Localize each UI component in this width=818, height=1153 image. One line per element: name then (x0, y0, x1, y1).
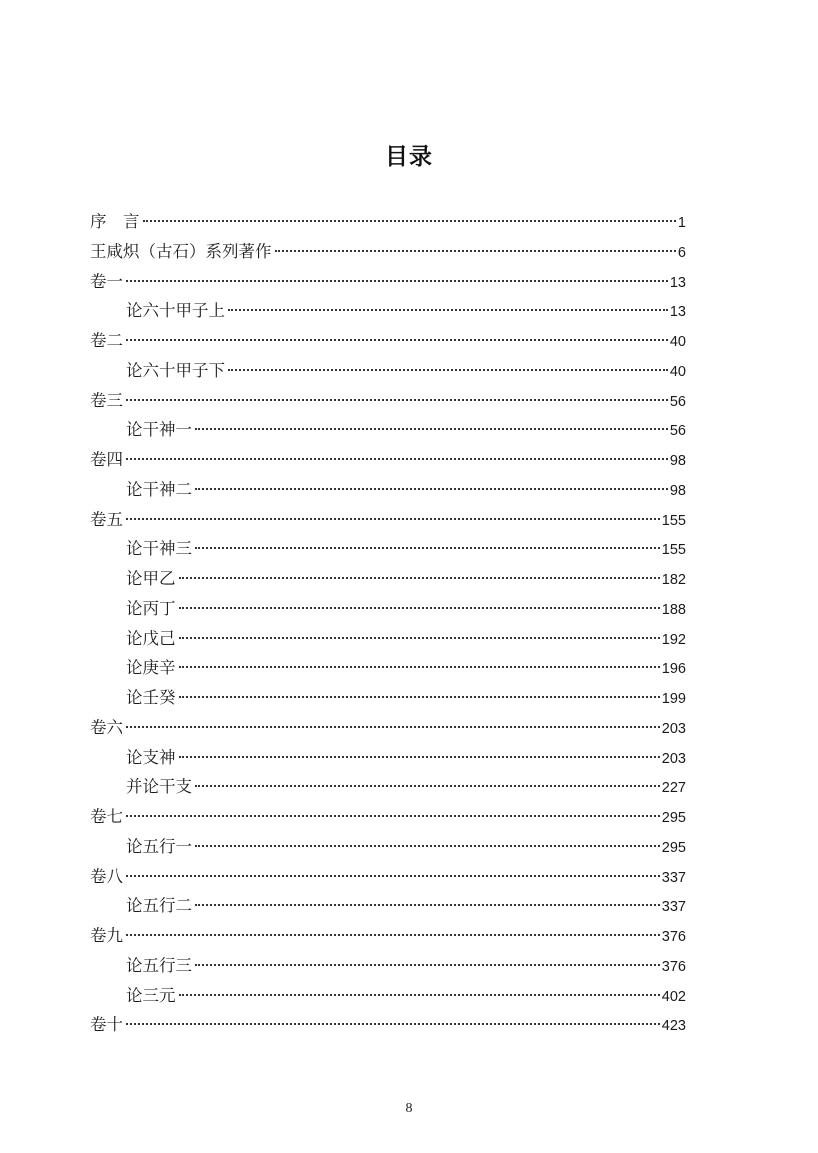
toc-section-entry (90, 356, 686, 386)
toc-entry-label: 卷六 (90, 717, 123, 737)
toc-entry-label: 论六十甲子下 (126, 360, 225, 380)
toc-chapter-entry (90, 1010, 686, 1040)
toc-dot-leader (228, 309, 668, 311)
toc-dot-leader (275, 250, 676, 252)
toc-entry-page: 295 (661, 839, 686, 856)
toc-dot-leader (126, 934, 660, 936)
toc-entry-label: 卷一 (90, 271, 123, 291)
toc-section-entry (90, 743, 686, 773)
toc-dot-leader (195, 964, 660, 966)
toc-dot-leader (195, 488, 668, 490)
toc-entry-page: 295 (661, 810, 686, 826)
toc-entry-label: 论戊己 (126, 628, 176, 648)
toc-entry-page: 402 (661, 988, 686, 1005)
toc-entry-label: 论干神二 (126, 479, 192, 499)
toc-entry-page: 227 (661, 780, 686, 797)
toc-section-entry (90, 772, 686, 802)
toc-section-entry (90, 594, 686, 624)
toc-entry-label: 论甲乙 (126, 569, 176, 588)
toc-chapter-entry (90, 802, 686, 832)
toc-entry-label: 论三元 (126, 985, 176, 1005)
toc-section-entry (90, 534, 686, 564)
toc-section-entry (90, 564, 686, 594)
toc-entry-label: 卷九 (90, 926, 123, 945)
toc-entry-page: 155 (661, 512, 686, 529)
toc-entry-label: 卷三 (90, 390, 123, 410)
toc-entry-page: 337 (661, 869, 686, 886)
toc-dot-leader (126, 518, 660, 520)
toc-dot-leader (143, 220, 676, 222)
toc-dot-leader (195, 785, 660, 787)
toc-section-entry (90, 683, 686, 713)
toc-entry-page: 13 (669, 274, 686, 291)
toc-entry-page: 56 (669, 423, 686, 440)
toc-chapter-entry (90, 921, 686, 951)
toc-chapter-entry (90, 386, 686, 416)
toc-entry-label: 论支神 (126, 747, 176, 767)
toc-dot-leader (126, 875, 660, 877)
toc-chapter-entry (90, 326, 686, 356)
toc-entry-label: 卷四 (90, 450, 123, 469)
toc-chapter-entry (90, 237, 686, 267)
toc-entry-page: 6 (677, 244, 686, 261)
toc-dot-leader (179, 756, 660, 758)
toc-entry-page: 155 (661, 542, 686, 559)
toc-entry-page: 423 (661, 1018, 686, 1035)
toc-section-entry (90, 653, 686, 683)
toc-entry-label: 卷二 (90, 331, 123, 350)
table-of-contents (90, 207, 686, 1040)
toc-chapter-entry (90, 445, 686, 475)
toc-entry-page: 56 (669, 393, 686, 410)
toc-entry-page: 188 (661, 601, 686, 618)
toc-dot-leader (179, 994, 660, 996)
toc-dot-leader (179, 607, 660, 609)
toc-entry-page: 1 (677, 215, 686, 231)
toc-entry-page: 40 (669, 363, 686, 380)
toc-section-entry (90, 891, 686, 921)
toc-entry-page: 182 (661, 572, 686, 588)
toc-entry-page: 40 (669, 334, 686, 350)
toc-dot-leader (126, 1023, 660, 1025)
toc-chapter-entry (90, 862, 686, 892)
toc-entry-label: 论丙丁 (126, 598, 176, 618)
toc-entry-page: 376 (661, 958, 686, 975)
toc-entry-page: 337 (661, 899, 686, 916)
toc-entry-label: 序 言 (90, 212, 140, 231)
toc-entry-label: 论六十甲子上 (126, 301, 225, 321)
page-number: 8 (405, 1101, 413, 1116)
toc-entry-page: 376 (661, 929, 686, 945)
toc-section-entry (90, 981, 686, 1011)
page-title: 目录 (385, 144, 433, 170)
toc-entry-label: 论干神三 (126, 539, 192, 559)
toc-dot-leader (126, 726, 660, 728)
toc-entry-page: 98 (669, 482, 686, 499)
toc-dot-leader (179, 637, 660, 639)
toc-dot-leader (126, 280, 668, 282)
toc-entry-page: 203 (661, 750, 686, 767)
toc-section-entry (90, 832, 686, 862)
toc-entry-label: 论五行二 (126, 896, 192, 916)
toc-entry-label: 论干神一 (126, 420, 192, 440)
toc-section-entry (90, 475, 686, 505)
toc-chapter-entry (90, 267, 686, 297)
toc-entry-label: 王咸炽（古石）系列著作 (90, 241, 272, 261)
toc-entry-page: 192 (661, 631, 686, 648)
toc-dot-leader (195, 547, 660, 549)
toc-entry-page: 98 (669, 453, 686, 469)
toc-entry-label: 论五行一 (126, 836, 192, 856)
toc-dot-leader (195, 845, 660, 847)
toc-entry-label: 并论干支 (126, 777, 192, 797)
toc-entry-page: 13 (669, 304, 686, 321)
toc-section-entry (90, 624, 686, 654)
toc-dot-leader (195, 904, 660, 906)
toc-chapter-entry (90, 207, 686, 237)
toc-dot-leader (179, 577, 660, 579)
toc-entry-page: 199 (661, 691, 686, 707)
toc-entry-page: 203 (661, 720, 686, 737)
toc-entry-label: 卷五 (90, 509, 123, 529)
toc-entry-label: 卷八 (90, 866, 123, 886)
toc-entry-label: 论壬癸 (126, 688, 176, 707)
toc-entry-label: 论五行三 (126, 955, 192, 975)
toc-section-entry (90, 296, 686, 326)
toc-section-entry (90, 951, 686, 981)
toc-dot-leader (179, 696, 660, 698)
toc-entry-label: 卷七 (90, 807, 123, 826)
toc-dot-leader (126, 815, 660, 817)
toc-dot-leader (179, 666, 660, 668)
toc-dot-leader (126, 458, 668, 460)
toc-dot-leader (126, 399, 668, 401)
toc-section-entry (90, 415, 686, 445)
toc-dot-leader (195, 428, 668, 430)
toc-chapter-entry (90, 713, 686, 743)
toc-chapter-entry (90, 505, 686, 535)
toc-dot-leader (228, 369, 668, 371)
toc-dot-leader (126, 339, 668, 341)
toc-entry-label: 论庚辛 (126, 658, 176, 678)
toc-entry-page: 196 (661, 661, 686, 678)
toc-entry-label: 卷十 (90, 1015, 123, 1035)
